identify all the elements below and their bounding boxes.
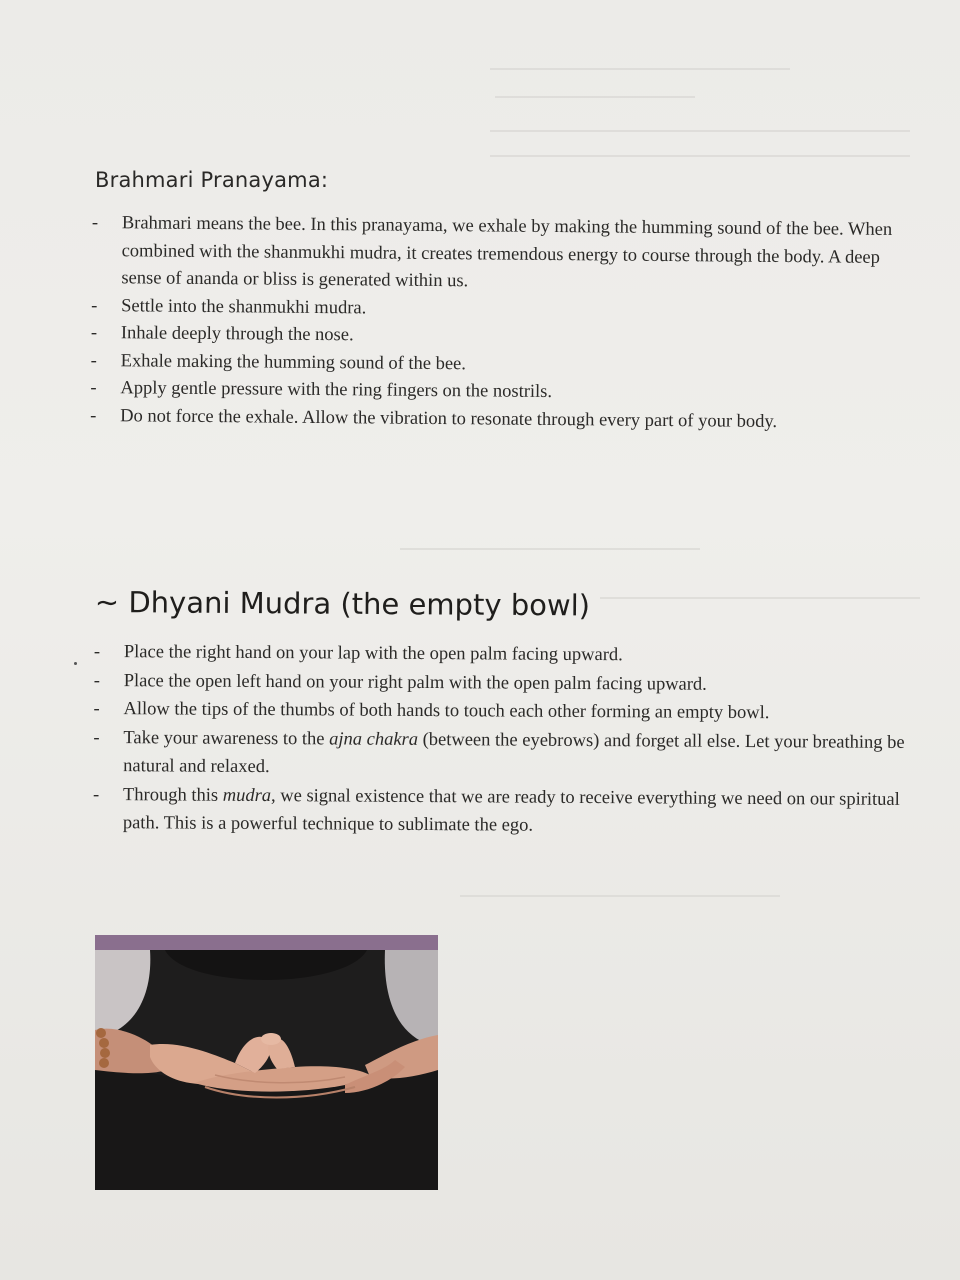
list-item: [93, 723, 923, 785]
list-item-text: Place the right hand on your lap with the open palm facing upward.: [123, 642, 623, 666]
bullet-dash: -: [91, 212, 99, 234]
list-item-text-end: (between the eyebrows) and forget all else. Let your breathing be natural and relaxed.: [123, 729, 905, 778]
bullet-dash: -: [90, 405, 97, 426]
list-item-text: Do not force the exhale. Allow the vibration to resonate through every part of your body.: [120, 405, 778, 432]
bleed-through-line: [490, 68, 790, 70]
bullet-dash: -: [92, 784, 100, 805]
bullet-dash: -: [93, 698, 100, 720]
hands-in-dhyani-mudra-illustration: [95, 935, 438, 1190]
list-item-text: Exhale making the humming sound of the bee.: [120, 350, 467, 374]
bullet-dash: -: [90, 377, 97, 399]
list-item-text: Place the open left hand on your right palm with the open palm facing upward.: [123, 670, 707, 695]
bleed-through-line: [600, 597, 920, 599]
bleed-through-line: [490, 130, 910, 132]
list-item: [91, 210, 922, 300]
bleed-through-line: [400, 548, 700, 550]
bullet-dash: -: [90, 322, 98, 344]
section-title-dhyani-mudra: ~ Dhyani Mudra (the empty bowl): [94, 585, 591, 623]
list-item-text: Settle into the shanmukhi mudra.: [121, 295, 367, 318]
list-item-text: Inhale deeply through the nose.: [120, 323, 354, 346]
list-item-text: Brahmari means the bee. In this pranayama, we exhale by making the humming sound of the bee. When combined with the shanmukhi mudra, it creates tremendous energy to course through the body. A deep sense of ananda or bliss is generated within us.: [121, 213, 893, 292]
ajna-chakra-term: ajna chakra: [329, 728, 419, 750]
bullet-dash: -: [90, 350, 97, 371]
bullet-dash: -: [91, 295, 98, 316]
list-item-text-end: , we signal existence that we are ready to receive everything we need on our spiritual path. This is a powerful technique to sublimate the ego.: [122, 785, 900, 836]
bullet-dash: -: [93, 670, 100, 691]
dhyani-mudra-photo: [95, 935, 438, 1190]
bleed-through-line: [490, 155, 910, 157]
stray-ink-dot: [74, 662, 77, 665]
bullet-dash: -: [93, 727, 100, 748]
bleed-through-line: [460, 895, 780, 897]
list-item-text: Allow the tips of the thumbs of both hands to touch each other forming an empty bowl.: [123, 699, 770, 724]
list-item-text-start: Take your awareness to the: [123, 727, 330, 749]
list-item-text-start: Through this: [122, 784, 223, 806]
section-title-brahmari: Brahmari Pranayama:: [95, 168, 329, 192]
list-item-text: Apply gentle pressure with the ring fingers on the nostrils.: [120, 378, 553, 403]
bleed-through-line: [495, 96, 695, 98]
purple-band: [95, 935, 438, 950]
dhyani-steps-list: [93, 638, 924, 843]
list-item: [93, 780, 923, 842]
mudra-term: mudra: [222, 785, 272, 806]
bullet-dash: -: [93, 641, 101, 663]
brahmari-steps-list: [90, 210, 922, 437]
list-item: [90, 402, 920, 437]
